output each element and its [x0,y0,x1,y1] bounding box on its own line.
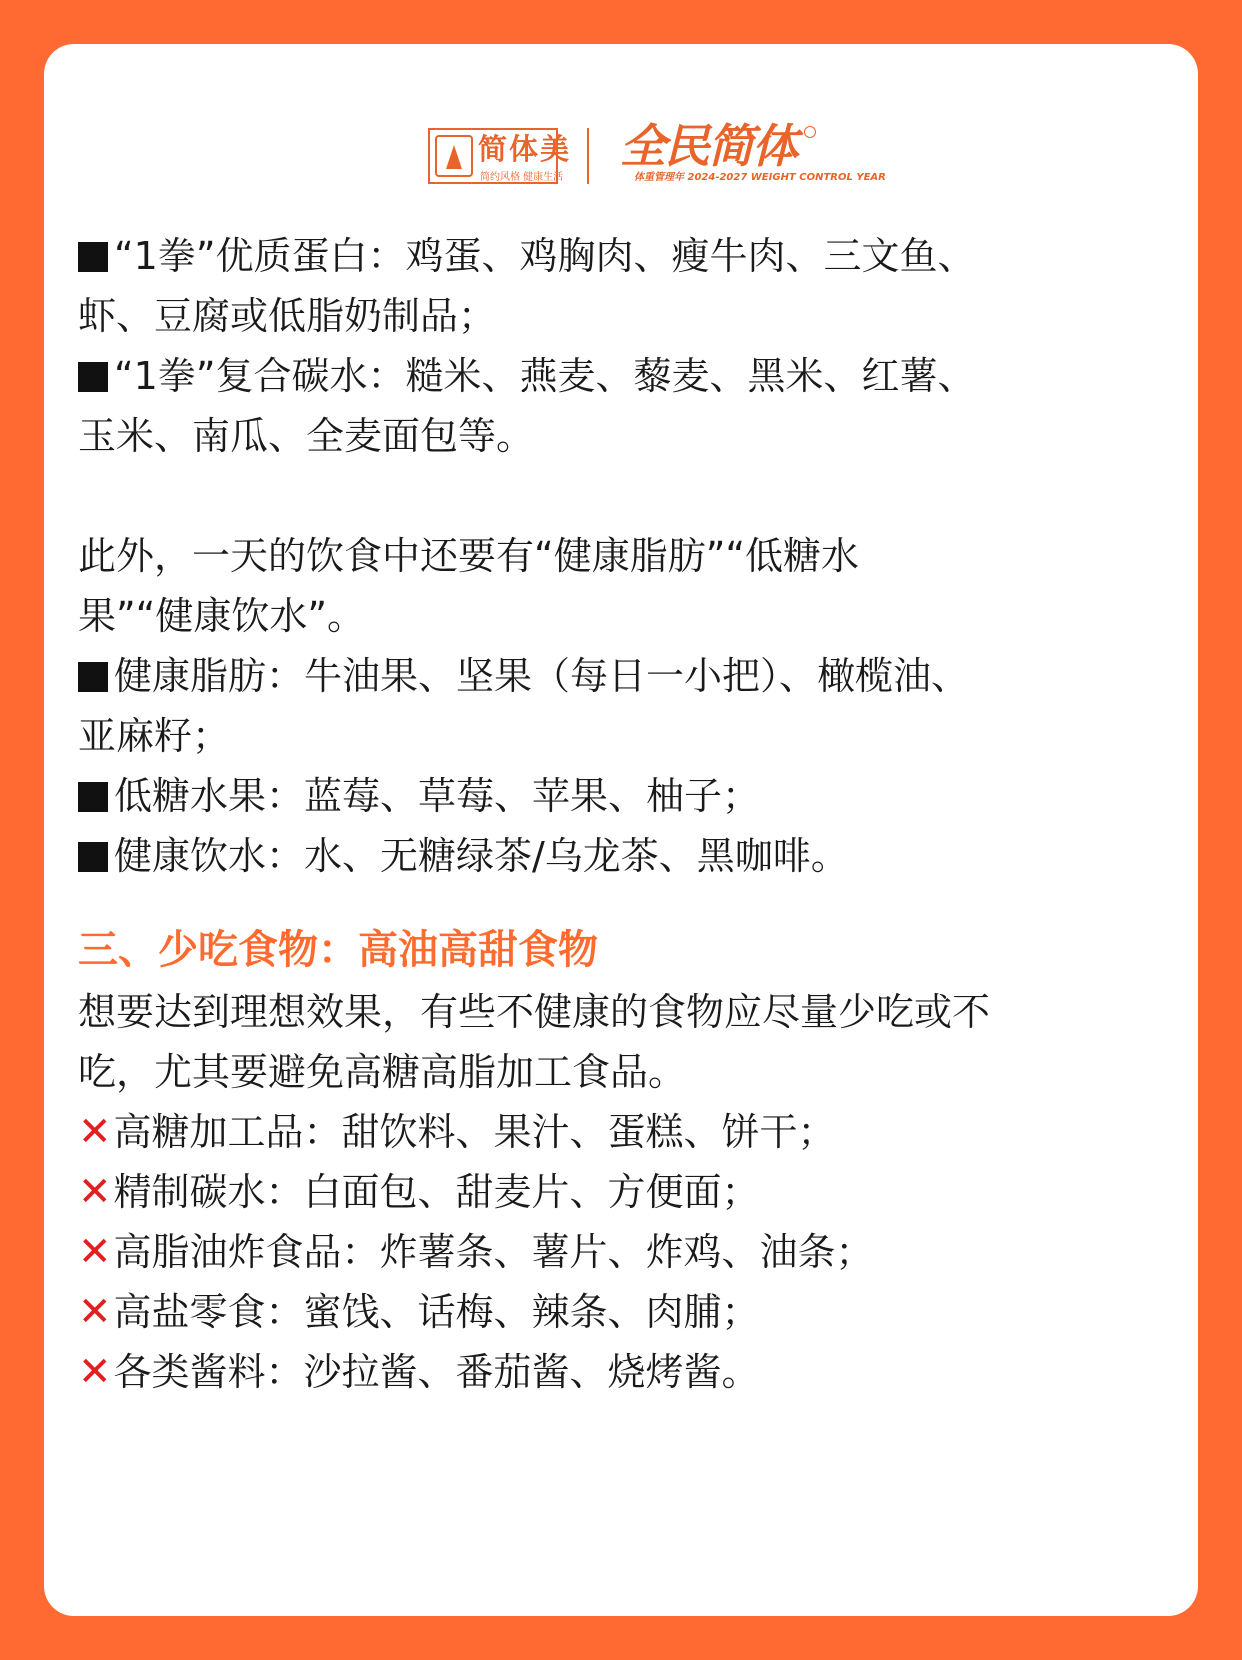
avoid-item: ✕高糖加工品：甜饮料、果汁、蛋糕、饼干； [78,1102,1168,1162]
logo2-subtitle: 体重管理年 2024-2027 WEIGHT CONTROL YEAR [634,172,886,183]
avoid-item: ✕精制碳水：白面包、甜麦片、方便面； [78,1162,1168,1222]
black-square-icon [78,362,108,392]
black-square-icon [78,782,108,812]
article-body [78,226,1168,1402]
logo1-subtitle: 简约风格 健康生活 [480,172,564,183]
red-x-icon: ✕ [78,1169,112,1215]
dress-emblem-icon [435,135,473,177]
avoid-item: ✕高脂油炸食品：炸薯条、薯片、炸鸡、油条； [78,1222,1168,1282]
black-square-icon [78,662,108,692]
extra-intro-line: 此外，一天的饮食中还要有“健康脂肪”“低糖水 [78,534,860,578]
avoid-item: ✕各类酱料：沙拉酱、番茄酱、烧烤酱。 [78,1342,1168,1402]
section-heading: 三、少吃食物：高油高甜食物 [78,927,598,973]
black-square-icon [78,242,108,272]
section-paragraph-cont: 吃，尤其要避免高糖高脂加工食品。 [78,1050,687,1094]
paragraph-gap [78,466,1168,526]
logo-divider [587,128,589,184]
protein-line: “1拳”优质蛋白：鸡蛋、鸡胸肉、瘦牛肉、三文鱼、 [78,226,1168,286]
black-square-icon [78,842,108,872]
brand-header [44,119,1198,188]
red-x-icon: ✕ [78,1229,112,1275]
avoid-item: ✕高盐零食：蜜饯、话梅、辣条、肉脯； [78,1282,1168,1342]
extra-intro-line-cont: 果”“健康饮水”。 [78,594,366,638]
registered-mark-icon [804,126,816,138]
logo2-text: 全民简体 [620,119,796,173]
healthy-drink-line: 健康饮水：水、无糖绿茶/乌龙茶、黑咖啡。 [78,826,1168,886]
healthy-fat-line: 健康脂肪：牛油果、坚果（每日一小把）、橄榄油、 [78,646,1168,706]
red-x-icon: ✕ [78,1349,112,1395]
carb-line-cont: 玉米、南瓜、全麦面包等。 [78,414,535,458]
protein-line-cont: 虾、豆腐或低脂奶制品； [78,294,497,338]
jiantimei-logo [428,128,572,184]
red-x-icon: ✕ [78,1289,112,1335]
carb-line: “1拳”复合碳水：糙米、燕麦、藜麦、黑米、红薯、 [78,346,1168,406]
healthy-fat-line-cont: 亚麻籽； [78,714,231,758]
red-x-icon: ✕ [78,1109,112,1155]
section-paragraph: 想要达到理想效果，有些不健康的食物应尽量少吃或不 [78,990,991,1034]
low-sugar-fruit-line: 低糖水果：蓝莓、草莓、苹果、柚子； [78,766,1168,826]
quanmin-jianti-logo [620,119,886,186]
logo1-text: 简体美 [478,132,572,166]
content-card [44,44,1198,1616]
